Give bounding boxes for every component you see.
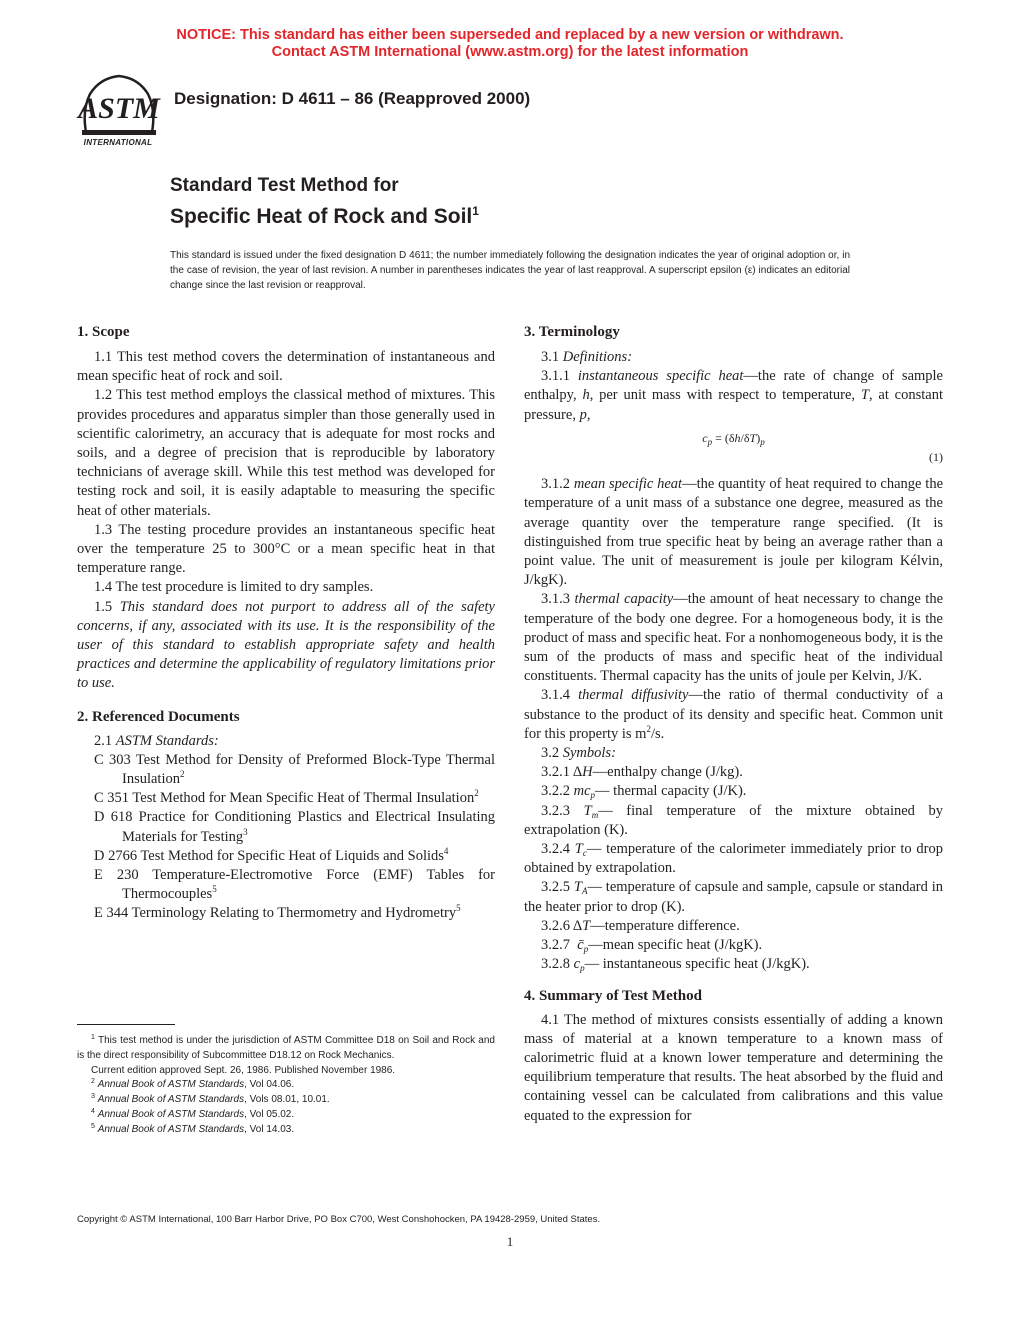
eq-part: T — [749, 430, 757, 445]
footnote-1-text: This test method is under the jurisdiction of ASTM Committee D18 on Soil and Rock and is the direct responsibility of Subcommittee D18.12 on Rock Mechanics. — [77, 1035, 495, 1061]
eq-part: /δ — [740, 430, 750, 445]
equation-1 — [524, 429, 943, 448]
footnote-2 — [77, 1078, 495, 1093]
sym-text: — instantaneous specific heat (J/kgK). — [584, 956, 810, 973]
title-line-2 — [170, 198, 479, 230]
reference-text: D 618 Practice for Conditioning Plastics and Electrical Insulating Materials for Testing — [94, 809, 495, 845]
sym-number: 3.2.7 — [541, 937, 570, 954]
sym: T — [574, 841, 583, 858]
footnote-5-text: , Vol 14.03. — [244, 1123, 295, 1135]
def-number: 3.1.3 — [541, 591, 570, 608]
footnote-5 — [77, 1123, 495, 1138]
section-4-heading: 4. Summary of Test Method — [524, 987, 702, 1004]
sym-sub: m — [591, 809, 599, 820]
sym-sub: p — [580, 963, 585, 974]
paragraph-3-2-number: 3.2 — [541, 745, 560, 762]
symbols-label: Symbols: — [562, 745, 616, 762]
symbol-3-2-8 — [524, 955, 943, 974]
sym-text: — thermal capacity (J/K). — [595, 783, 747, 800]
footnote-3 — [77, 1093, 495, 1108]
designation: Designation: D 4611 – 86 (Reapproved 2000) — [174, 89, 531, 108]
reference-footnote-ref: 2 — [180, 769, 185, 780]
sym: T — [573, 879, 582, 896]
sym: H — [582, 764, 593, 781]
paragraph-1-5-number: 1.5 — [94, 598, 113, 615]
sym-number: 3.2.8 — [541, 956, 570, 973]
sym-sub: c — [582, 848, 587, 859]
logo-international-text: INTERNATIONAL — [83, 138, 153, 147]
sym-text: — final temperature of the mixture obtained by extrapolation (K). — [524, 802, 944, 838]
sym-number: 3.2.4 — [541, 841, 570, 858]
left-column — [77, 323, 495, 924]
def-number: 3.1.4 — [541, 687, 570, 704]
reference-text: E 344 Terminology Relating to Thermometry and Hydrometry — [94, 905, 457, 922]
sym: T — [582, 917, 591, 934]
reference-footnote-ref: 3 — [243, 826, 248, 837]
definition-3-1-1 — [524, 367, 943, 425]
eq-part: p — [707, 436, 713, 447]
footnote-3-book: Annual Book of ASTM Standards — [97, 1094, 245, 1106]
footnote-2-number: 2 — [91, 1078, 95, 1086]
copyright: Copyright © ASTM International, 100 Barr Harbor Drive, PO Box C700, West Conshohocken, PA 19428-2959, United States. — [77, 1214, 601, 1225]
notice-line-2: Contact ASTM International (www.astm.org) for the latest information — [271, 44, 749, 60]
sym-number: 3.2.5 — [541, 879, 570, 896]
def-number: 3.1.2 — [541, 476, 570, 493]
footnote-2-text: , Vol 04.06. — [244, 1079, 295, 1091]
sym-sub: p — [583, 944, 589, 955]
title-line-2-text: Specific Heat of Rock and Soil — [170, 205, 473, 228]
symbol-3-2-6 — [524, 917, 943, 936]
footnote-1-number: 1 — [91, 1034, 95, 1041]
eq-part: ) — [756, 430, 761, 445]
paragraph-1-3: 1.3 The testing procedure provides an instantaneous specific heat over the temperature 25 to 300°C or a mean specific heat in that temperature range. — [77, 521, 495, 577]
symbol-3-2-3 — [524, 802, 943, 840]
section-3-heading: 3. Terminology — [524, 324, 620, 340]
footnote-5-book: Annual Book of ASTM Standards — [97, 1123, 245, 1135]
logo-mark-text: ASTM — [78, 92, 160, 125]
footnote-divider — [77, 1024, 175, 1025]
def-text: , — [586, 406, 591, 423]
paragraph-1-1: 1.1 This test method covers the determination of instantaneous and mean specific heat of rock and soil. — [77, 349, 495, 385]
def-text: —the amount of heat necessary to change the temperature of the body one degree. For a homogeneous body, it is the product of mass and specific heat. For a nonhomogeneous body, it is the sum of the products of mass and specific heat of the individual constituents. Thermal capacity has the units of joule per Kelvin, J/K. — [524, 591, 944, 685]
paragraph-3-1 — [524, 348, 943, 367]
page-number: 1 — [506, 1234, 514, 1249]
issuance-note: This standard is issued under the fixed designation D 4611; the number immediately following the designation indicates the year of original adoption or, in the case of revision, the year of last revision. A number in parentheses indicates the year of last reapproval. A superscript epsilon (ε) indicates an editorial change since the last revision or reapproval. — [170, 250, 850, 291]
reference-footnote-ref: 5 — [212, 884, 217, 895]
footnotes — [77, 1034, 495, 1138]
def-text: , at constant pressure, — [524, 387, 943, 423]
definition-3-1-2 — [524, 475, 943, 590]
section-2-heading: 2. Referenced Documents — [77, 708, 240, 725]
reference-footnote-ref: 5 — [456, 903, 461, 914]
symbol-3-2-7 — [524, 936, 943, 955]
footnote-4-book: Annual Book of ASTM Standards — [97, 1108, 245, 1120]
def-term: thermal capacity — [574, 591, 674, 608]
reference-text: D 2766 Test Method for Specific Heat of Liquids and Solids — [94, 847, 444, 864]
reference-text: C 303 Test Method for Density of Preformed Block-Type Thermal Insulation — [94, 751, 495, 788]
reference-text: E 230 Temperature-Electromotive Force (EMF) Tables for Thermocouples — [94, 867, 495, 903]
reference-item — [94, 751, 495, 789]
equation-number: (1) — [929, 450, 943, 465]
footnote-1b: Current edition approved Sept. 26, 1986. Published November 1986. — [91, 1064, 396, 1076]
reference-item — [94, 847, 495, 866]
footnote-4-text: , Vol 05.02. — [244, 1108, 295, 1120]
sym: T — [583, 802, 592, 819]
reference-item — [94, 904, 495, 923]
def-term: thermal diffusivity — [578, 687, 689, 704]
def-sup: 2 — [646, 723, 651, 734]
sym-number: 3.2.2 — [541, 783, 570, 800]
eq-part: p — [760, 436, 765, 447]
footnote-3-text: , Vols 08.01, 10.01. — [244, 1094, 330, 1106]
var-h: h — [582, 387, 590, 404]
footnote-4-number: 4 — [91, 1107, 95, 1115]
sym: c — [573, 956, 581, 973]
paragraph-1-5 — [77, 598, 495, 694]
definitions-label: Definitions: — [562, 349, 633, 365]
sym-text: — temperature of the calorimeter immediately prior to drop obtained by extrapolation. — [524, 841, 943, 877]
reference-item — [94, 866, 495, 904]
paragraph-1-2: 1.2 This test method employs the classical method of mixtures. This provides procedures and apparatus simpler than those generally used in scientific calorimetry, an accuracy that is adequate for most rocks and soils, and a degree of precision that is reproducible by laboratory technicians of average skill. While this test method was developed for testing rock and soil, it is easily adaptable to measuring the specific heat of other materials. — [77, 387, 495, 519]
safety-caveat: This standard does not purport to address all of the safety concerns, if any, associated with its use. It is the responsibility of the user of this standard to establish appropriate safety and health practices and determine the applicability of regulatory limitations prior to use. — [77, 598, 495, 692]
def-term: mean specific heat — [573, 476, 683, 493]
reference-item — [94, 789, 495, 808]
reference-item — [94, 808, 495, 846]
footnote-4 — [77, 1108, 495, 1123]
section-1-heading: 1. Scope — [77, 324, 130, 340]
sym-text: —temperature difference. — [590, 917, 740, 934]
footnote-5-number: 5 — [91, 1122, 95, 1130]
sym-text: —mean specific heat (J/kgK). — [588, 937, 763, 954]
sym: mc — [573, 783, 591, 800]
definition-3-1-4 — [524, 686, 943, 744]
def-term: instantaneous specific heat — [577, 368, 744, 385]
sym-sub: A — [581, 886, 588, 897]
reference-text: C 351 Test Method for Mean Specific Heat of Thermal Insulation — [94, 790, 475, 807]
eq-part: = (δ — [712, 430, 735, 445]
astm-standards-label: ASTM Standards: — [115, 732, 219, 749]
withdrawal-notice — [0, 27, 1020, 61]
footnote-1 — [77, 1034, 495, 1064]
def-text: —the rate of change of sample enthalpy, — [524, 368, 943, 404]
reference-footnote-ref: 4 — [443, 845, 449, 856]
sym-text: — temperature of capsule and sample, capsule or standard in the heater prior to drop (K). — [524, 879, 943, 915]
sym-number: 3.2.6 Δ — [541, 917, 583, 934]
sym-text: —enthalpy change (J/kg). — [592, 764, 743, 781]
paragraph-3-1-number: 3.1 — [541, 349, 560, 365]
eq-part: c — [702, 430, 708, 445]
def-text: , per unit mass with respect to temperature, — [589, 387, 856, 404]
paragraph-2-1 — [77, 732, 495, 751]
footnote-3-number: 3 — [91, 1093, 95, 1101]
var-p: p — [579, 406, 587, 423]
sym-number: 3.2.3 — [541, 802, 570, 819]
reference-footnote-ref: 2 — [474, 788, 479, 799]
def-text: /s. — [650, 725, 665, 742]
sym-number: 3.2.1 Δ — [541, 764, 583, 781]
notice-line-1: NOTICE: This standard has either been superseded and replaced by a new version or withdrawn. — [176, 27, 844, 43]
right-column — [524, 323, 943, 1126]
symbol-3-2-1 — [524, 763, 943, 782]
symbol-3-2-5 — [524, 878, 943, 916]
def-text: —the quantity of heat required to change the temperature of a unit mass of a substance one degree, measured as the average quantity over the temperature range specified. (It is distinguished from true specific heat by being an average rather than a point value. The unit of measurement is joule per kilogram Kélvin, J/kgK). — [524, 476, 944, 589]
def-number: 3.1.1 — [541, 368, 570, 385]
var-T: T — [860, 387, 869, 404]
sym-sub: p — [590, 790, 596, 801]
symbol-3-2-4 — [524, 840, 943, 878]
sym: c̄ — [577, 937, 584, 954]
paragraph-1-4: 1.4 The test procedure is limited to dry samples. — [94, 579, 374, 596]
title-footnote-ref: 1 — [472, 204, 479, 218]
def-text: —the ratio of thermal conductivity of a substance to the product of its density and specific heat. Common unit for this property is m — [524, 687, 944, 742]
symbol-3-2-2 — [524, 782, 943, 801]
paragraph-4-1: 4.1 The method of mixtures consists essentially of adding a known mass of material at a known temperature to a known mass of calorimetric fluid at a known lower temperature and determining the equilibrium temperature that results. The heat absorbed by the fluid and containing vessel can be calculated from calibrations and this value equated to the expression for — [524, 1011, 943, 1124]
eq-part: h — [734, 430, 741, 445]
paragraph-3-2 — [524, 744, 943, 763]
title-line-1: Standard Test Method for — [170, 175, 399, 196]
definition-3-1-3 — [524, 590, 943, 686]
paragraph-2-1-number: 2.1 — [94, 732, 113, 749]
footnote-2-book: Annual Book of ASTM Standards — [97, 1079, 245, 1091]
document-title — [170, 174, 479, 230]
